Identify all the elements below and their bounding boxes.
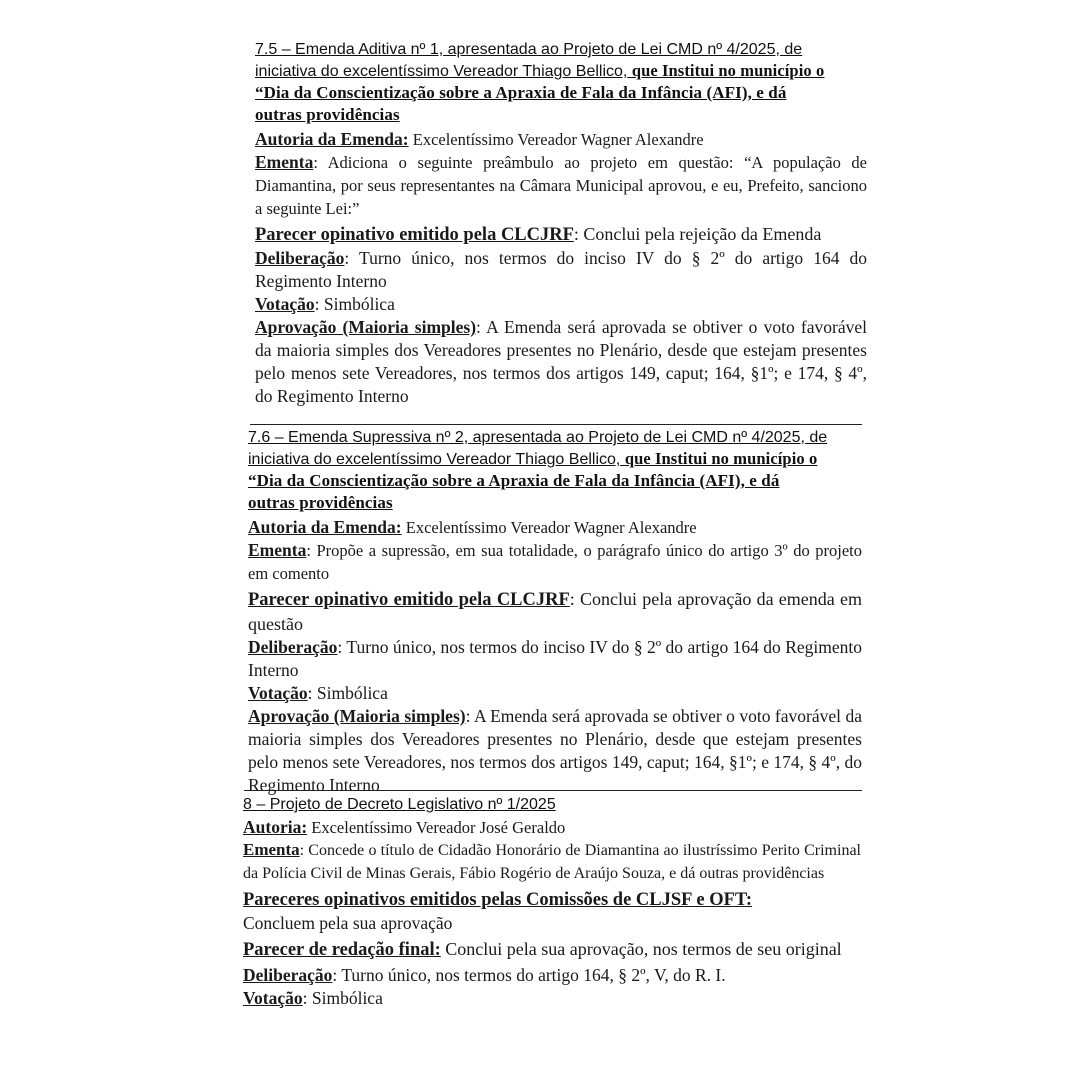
autoria-value: Excelentíssimo Vereador Wagner Alexandre xyxy=(408,130,704,149)
section-heading-line: “Dia da Conscientização sobre a Apraxia de Fala da Infância (AFI), e dá xyxy=(255,83,787,102)
votacao-label: Votação xyxy=(248,683,308,703)
aprovacao-paragraph xyxy=(248,705,862,797)
section-heading-line: 7.6 – Emenda Supressiva nº 2, apresentada ao Projeto de Lei CMD nº 4/2025, de xyxy=(248,429,828,446)
aprovacao-label: Aprovação (Maioria simples) xyxy=(255,317,477,337)
deliberacao-paragraph xyxy=(248,636,862,682)
section-heading-line: 7.5 – Emenda Aditiva nº 1, apresentada ao Projeto de Lei CMD nº 4/2025, de xyxy=(255,41,803,58)
ementa-paragraph xyxy=(255,151,867,220)
ementa-value: : Propõe a supressão, em sua totalidade, o parágrafo único do artigo 3º do projeto em comento xyxy=(248,541,862,583)
autoria-value: Excelentíssimo Vereador José Geraldo xyxy=(307,818,566,837)
autoria-value: Excelentíssimo Vereador Wagner Alexandre xyxy=(401,518,697,537)
aprovacao-value: : A Emenda será aprovada se obtiver o voto favorável da maioria simples dos Vereadores presentes no Plenário, desde que estejam presentes pelo menos sete Vereadores, nos termos dos artigos 149, caput; 164, §1º; e 174, § 4º, do Regimento Interno xyxy=(255,317,867,406)
ementa-paragraph xyxy=(243,839,861,885)
ementa-value: : Adiciona o seguinte preâmbulo ao projeto em questão: “A população de Diamantina, por seus representantes na Câmara Municipal aprovou, e eu, Prefeito, sanciono a seguinte Lei:” xyxy=(255,153,867,218)
deliberacao-label: Deliberação xyxy=(243,965,333,985)
section-heading: 8 – Projeto de Decreto Legislativo nº 1/2025 xyxy=(243,796,556,813)
section-heading-line: iniciativa do excelentíssimo Vereador Thiago Bellico, que Institui no município o xyxy=(248,449,818,468)
deliberacao-label: Deliberação xyxy=(255,248,345,268)
deliberacao-paragraph xyxy=(243,964,861,987)
section-heading-line: iniciativa do excelentíssimo Vereador Thiago Bellico, que Institui no município o xyxy=(255,61,825,80)
ementa-label: Ementa xyxy=(248,540,307,560)
redacao-value: Conclui pela sua aprovação, nos termos de seu original xyxy=(440,939,842,959)
autoria-label: Autoria da Emenda: xyxy=(248,517,402,537)
section-heading-line: “Dia da Conscientização sobre a Apraxia de Fala da Infância (AFI), e dá xyxy=(248,471,780,490)
ementa-label: Ementa xyxy=(255,152,314,172)
votacao-value: : Simbólica xyxy=(302,988,383,1008)
pareceres-label: Pareceres opinativos emitidos pelas Comissões de CLJSF e OFT: xyxy=(243,890,753,910)
pareceres-label-line xyxy=(243,888,861,912)
section-divider xyxy=(250,424,862,425)
aprovacao-value: : A Emenda será aprovada se obtiver o voto favorável da maioria simples dos Vereadores presentes no Plenário, desde que estejam presentes pelo menos sete Vereadores, nos termos dos artigos 149, caput; 164, §1º; e 174, § 4º, do Regimento Interno xyxy=(248,706,862,795)
votacao-line xyxy=(255,293,867,316)
autoria-label: Autoria: xyxy=(243,817,308,837)
parecer-label: Parecer opinativo emitido pela CLCJRF xyxy=(248,590,570,610)
votacao-label: Votação xyxy=(255,294,315,314)
parecer-label: Parecer opinativo emitido pela CLCJRF xyxy=(255,225,574,245)
pareceres-value: Concluem pela sua aprovação xyxy=(243,913,453,933)
autoria-line xyxy=(248,516,862,539)
redacao-label: Parecer de redação final: xyxy=(243,940,441,960)
votacao-label: Votação xyxy=(243,988,303,1008)
parecer-value: : Conclui pela rejeição da Emenda xyxy=(573,224,822,244)
ementa-paragraph xyxy=(248,539,862,585)
deliberacao-label: Deliberação xyxy=(248,637,338,657)
aprovacao-label: Aprovação (Maioria simples) xyxy=(248,706,466,726)
deliberacao-value: : Turno único, nos termos do inciso IV do § 2º do artigo 164 do Regimento Interno xyxy=(248,637,862,680)
ementa-label: Ementa xyxy=(243,840,300,859)
redacao-paragraph xyxy=(243,937,861,962)
votacao-line xyxy=(248,682,862,705)
aprovacao-paragraph xyxy=(255,316,867,408)
autoria-line xyxy=(243,816,861,839)
deliberacao-paragraph xyxy=(255,247,867,293)
votacao-line xyxy=(243,987,861,1010)
autoria-label: Autoria da Emenda: xyxy=(255,129,409,149)
section-heading-line: outras providências xyxy=(255,105,400,124)
autoria-line xyxy=(255,128,867,151)
section-divider xyxy=(244,790,862,791)
votacao-value: : Simbólica xyxy=(314,294,395,314)
votacao-value: : Simbólica xyxy=(307,683,388,703)
deliberacao-value: : Turno único, nos termos do artigo 164, § 2º, V, do R. I. xyxy=(332,965,726,985)
parecer-paragraph xyxy=(255,222,867,247)
parecer-value: : Conclui pela aprovação da emenda em questão xyxy=(248,589,862,634)
ementa-value: : Concede o título de Cidadão Honorário de Diamantina ao ilustríssimo Perito Criminal da Polícia Civil de Minas Gerais, Fábio Rogério de Araújo Souza, e dá outras providências xyxy=(243,842,861,882)
section-heading-line: outras providências xyxy=(248,493,393,512)
deliberacao-value: : Turno único, nos termos do inciso IV do § 2º do artigo 164 do Regimento Interno xyxy=(255,248,867,291)
parecer-paragraph xyxy=(248,587,862,636)
